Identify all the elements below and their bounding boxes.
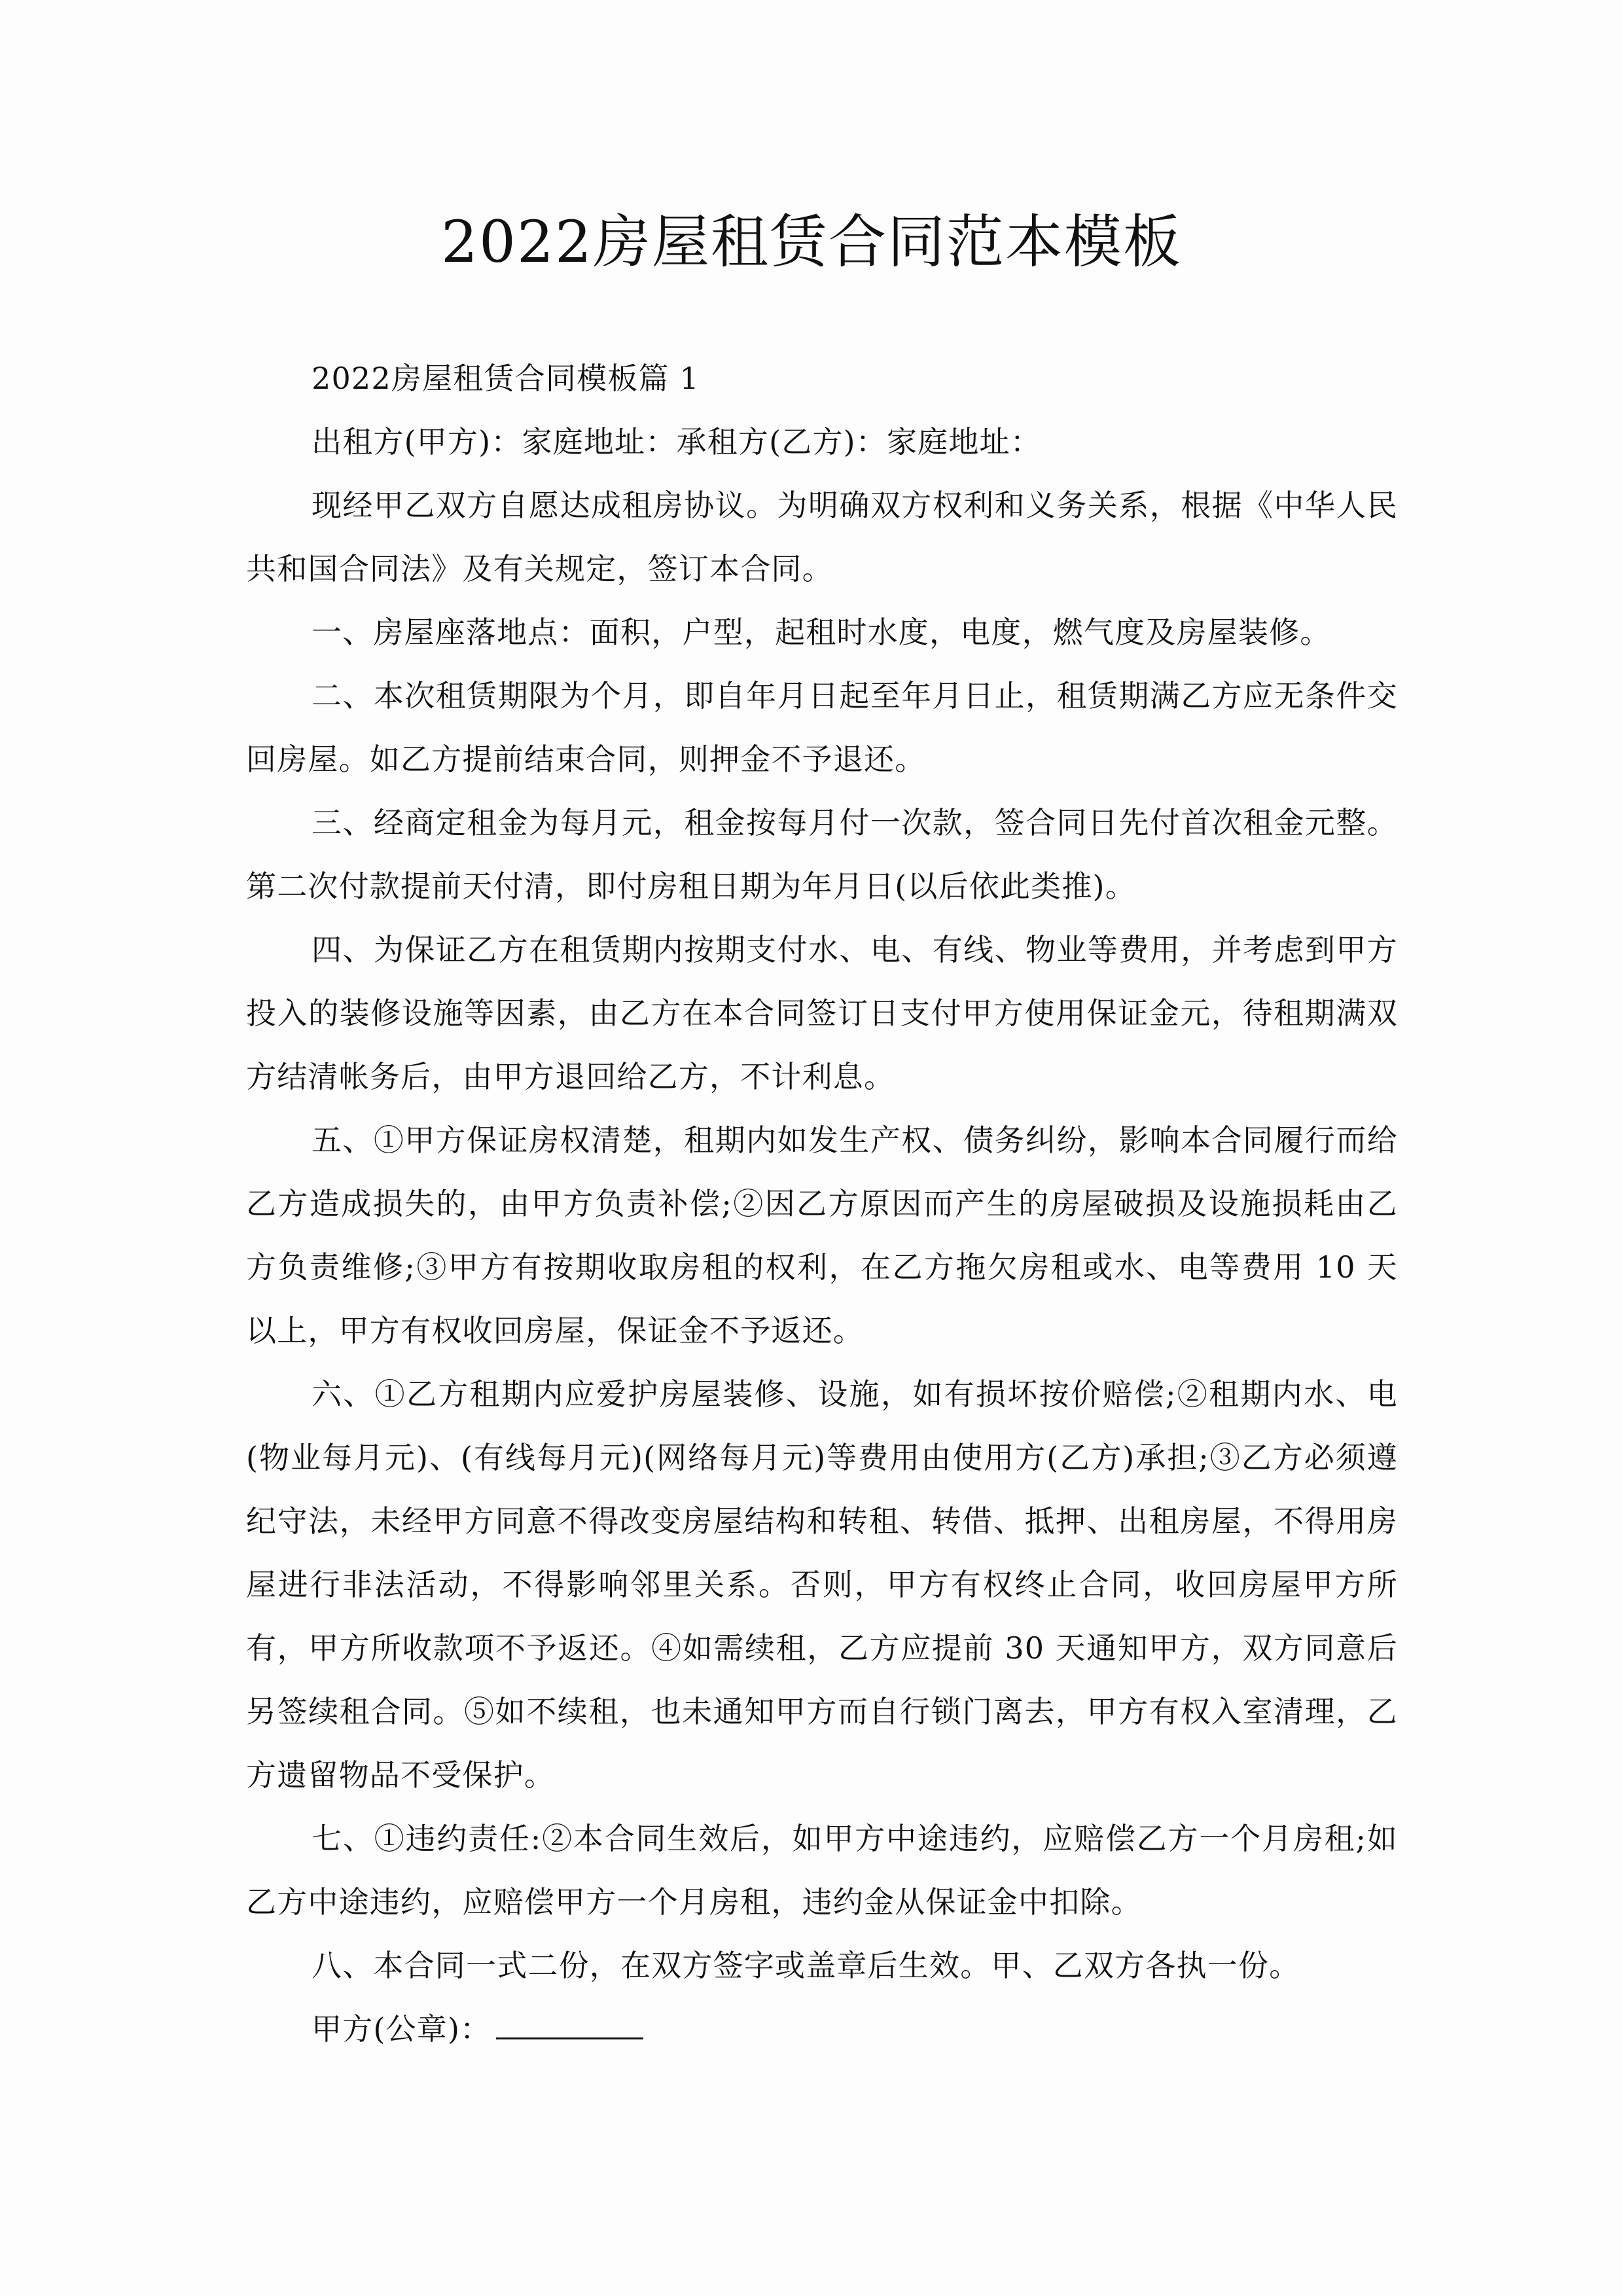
intro-paragraph: 现经甲乙双方自愿达成租房协议。为明确双方权利和义务关系，根据《中华人民共和国合同法》及有关规定，签订本合同。 bbox=[246, 488, 1398, 586]
clause-1: 一、房屋座落地点：面积，户型，起租时水度，电度，燃气度及房屋装修。 bbox=[312, 615, 1331, 650]
section-subtitle: 2022房屋租赁合同模板篇 1 bbox=[312, 361, 700, 396]
signature-blank-line bbox=[496, 2007, 643, 2039]
clause-8: 八、本合同一式二份，在双方签字或盖章后生效。甲、乙双方各执一份。 bbox=[312, 1948, 1300, 1983]
document-title: 2022房屋租赁合同范本模板 bbox=[441, 208, 1182, 276]
clause-2: 二、本次租赁期限为个月，即自年月日起至年月日止，租赁期满乙方应无条件交回房屋。如乙方提前结束合同，则押金不予退还。 bbox=[246, 678, 1398, 777]
signature-party-a bbox=[246, 1998, 1398, 2061]
signature-party-a-label: 甲方(公章)： bbox=[312, 2011, 491, 2047]
clause-4: 四、为保证乙方在租赁期内按期支付水、电、有线、物业等费用，并考虑到甲方投入的装修设施等因素，由乙方在本合同签订日支付甲方使用保证金元，待租期满双方结清帐务后，由甲方退回给乙方，不计利息。 bbox=[246, 932, 1398, 1094]
document-body bbox=[246, 347, 1398, 2061]
clause-6: 六、①乙方租期内应爱护房屋装修、设施，如有损坏按价赔偿;②租期内水、电(物业每月元)、(有线每月元)(网络每月元)等费用由使用方(乙方)承担;③乙方必须遵纪守法，未经甲方同意不得改变房屋结构和转租、转借、抵押、出租房屋，不得用房屋进行非法活动，不得影响邻里关系。否则，甲方有权终止合同，收回房屋甲方所有，甲方所收款项不予返还。④如需续租，乙方应提前 30 天通知甲方，双方同意后另签续租合同。⑤如不续租，也未通知甲方而自行锁门离去，甲方有权入室清理，乙方遗留物品不受保护。 bbox=[246, 1376, 1398, 1793]
clause-5: 五、①甲方保证房权清楚，租期内如发生产权、债务纠纷，影响本合同履行而给乙方造成损失的，由甲方负责补偿;②因乙方原因而产生的房屋破损及设施损耗由乙方负责维修;③甲方有按期收取房租的权利，在乙方拖欠房租或水、电等费用 10 天以上，甲方有权收回房屋，保证金不予返还。 bbox=[246, 1122, 1398, 1348]
clause-7: 七、①违约责任:②本合同生效后，如甲方中途违约，应赔偿乙方一个月房租;如乙方中途违约，应赔偿甲方一个月房租，违约金从保证金中扣除。 bbox=[246, 1821, 1398, 1920]
clause-3: 三、经商定租金为每月元，租金按每月付一次款，签合同日先付首次租金元整。第二次付款提前天付清，即付房租日期为年月日(以后依此类推)。 bbox=[246, 805, 1398, 904]
parties-line: 出租方(甲方)：家庭地址：承租方(乙方)：家庭地址： bbox=[312, 424, 1041, 459]
